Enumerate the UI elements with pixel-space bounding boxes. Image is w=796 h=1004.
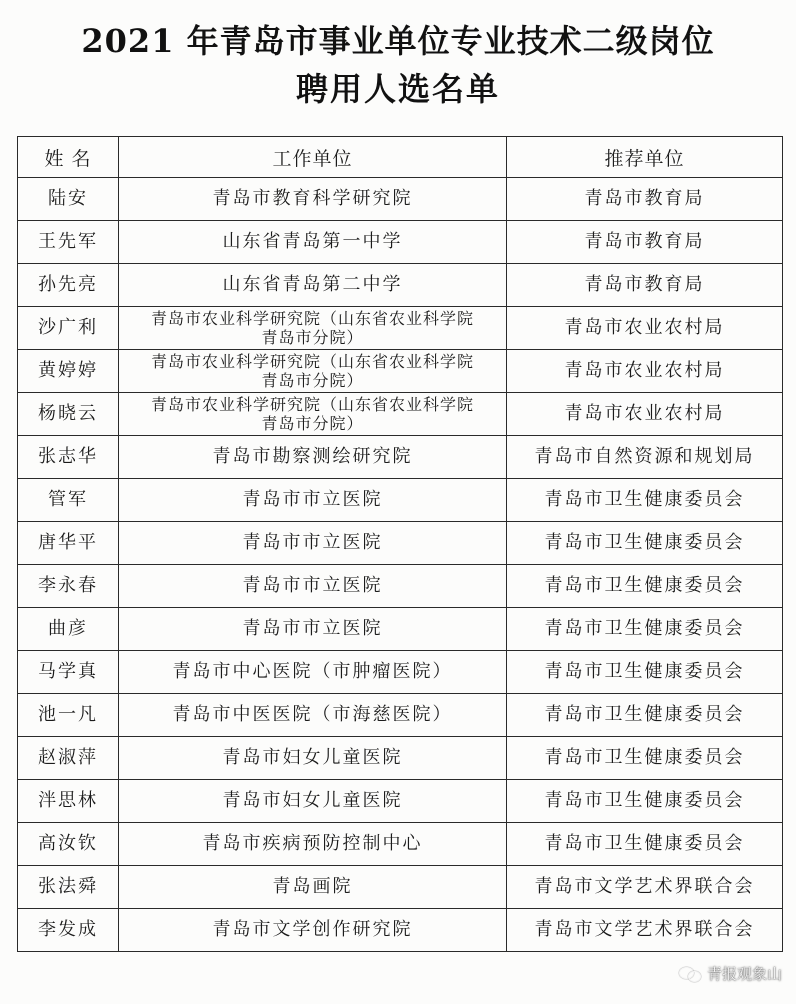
table-row bbox=[18, 221, 783, 264]
wechat-icon bbox=[679, 966, 703, 982]
cell-work-unit-line-2: 青岛市分院） bbox=[261, 371, 364, 390]
header-recommending-unit: 推荐单位 bbox=[507, 137, 783, 178]
cell-recommending-unit: 青岛市教育局 bbox=[507, 221, 783, 264]
cell-work-unit bbox=[119, 393, 507, 436]
table-row bbox=[18, 737, 783, 780]
table-row bbox=[18, 178, 783, 221]
cell-work-unit: 青岛市妇女儿童医院 bbox=[119, 780, 507, 823]
table-row bbox=[18, 436, 783, 479]
table-row bbox=[18, 264, 783, 307]
document-title-line-2: 聘用人选名单 bbox=[295, 70, 500, 108]
cell-work-unit: 青岛市市立医院 bbox=[119, 608, 507, 651]
table-row bbox=[18, 909, 783, 952]
table-row bbox=[18, 823, 783, 866]
cell-name: 泮思林 bbox=[18, 780, 119, 823]
watermark-text: 青报观象山 bbox=[706, 965, 782, 983]
cell-recommending-unit: 青岛市卫生健康委员会 bbox=[507, 522, 783, 565]
cell-work-unit: 青岛市教育科学研究院 bbox=[119, 178, 507, 221]
cell-recommending-unit: 青岛市卫生健康委员会 bbox=[507, 780, 783, 823]
cell-recommending-unit: 青岛市卫生健康委员会 bbox=[507, 694, 783, 737]
cell-work-unit-line-1: 青岛市农业科学研究院（山东省农业科学院 bbox=[150, 309, 474, 328]
cell-name: 李永春 bbox=[18, 565, 119, 608]
table-row bbox=[18, 393, 783, 436]
cell-recommending-unit: 青岛市农业农村局 bbox=[507, 393, 783, 436]
cell-name: 管军 bbox=[18, 479, 119, 522]
cell-work-unit: 青岛市中心医院（市肿瘤医院） bbox=[119, 651, 507, 694]
cell-work-unit-line-1: 青岛市农业科学研究院（山东省农业科学院 bbox=[150, 395, 474, 414]
cell-name: 沙广利 bbox=[18, 307, 119, 350]
header-work-unit: 工作单位 bbox=[119, 137, 507, 178]
header-name: 姓 名 bbox=[18, 137, 119, 178]
table-row bbox=[18, 479, 783, 522]
cell-name: 黄婷婷 bbox=[18, 350, 119, 393]
table-row bbox=[18, 694, 783, 737]
cell-work-unit bbox=[119, 307, 507, 350]
table-row bbox=[18, 608, 783, 651]
cell-work-unit: 青岛市妇女儿童医院 bbox=[119, 737, 507, 780]
table-header-row bbox=[18, 137, 783, 178]
watermark bbox=[679, 963, 782, 984]
cell-name: 张志华 bbox=[18, 436, 119, 479]
cell-name: 王先军 bbox=[18, 221, 119, 264]
cell-name: 孙先亮 bbox=[18, 264, 119, 307]
cell-recommending-unit: 青岛市文学艺术界联合会 bbox=[507, 909, 783, 952]
cell-name: 曲彦 bbox=[18, 608, 119, 651]
cell-name: 池一凡 bbox=[18, 694, 119, 737]
cell-work-unit: 青岛市文学创作研究院 bbox=[119, 909, 507, 952]
table-row bbox=[18, 565, 783, 608]
table-row bbox=[18, 780, 783, 823]
cell-recommending-unit: 青岛市卫生健康委员会 bbox=[507, 565, 783, 608]
cell-recommending-unit: 青岛市文学艺术界联合会 bbox=[507, 866, 783, 909]
cell-recommending-unit: 青岛市农业农村局 bbox=[507, 350, 783, 393]
cell-work-unit: 青岛画院 bbox=[119, 866, 507, 909]
cell-name: 高汝钦 bbox=[18, 823, 119, 866]
cell-name: 唐华平 bbox=[18, 522, 119, 565]
cell-name: 陆安 bbox=[18, 178, 119, 221]
cell-name: 赵淑萍 bbox=[18, 737, 119, 780]
table-row bbox=[18, 522, 783, 565]
cell-work-unit: 山东省青岛第一中学 bbox=[119, 221, 507, 264]
cell-recommending-unit: 青岛市卫生健康委员会 bbox=[507, 737, 783, 780]
cell-name: 张法舜 bbox=[18, 866, 119, 909]
cell-recommending-unit: 青岛市教育局 bbox=[507, 264, 783, 307]
cell-work-unit: 青岛市市立医院 bbox=[119, 522, 507, 565]
cell-name: 杨晓云 bbox=[18, 393, 119, 436]
cell-work-unit-line-2: 青岛市分院） bbox=[261, 328, 364, 347]
cell-name: 马学真 bbox=[18, 651, 119, 694]
cell-work-unit: 青岛市勘察测绘研究院 bbox=[119, 436, 507, 479]
appointee-table bbox=[17, 136, 783, 952]
cell-work-unit-line-2: 青岛市分院） bbox=[261, 414, 364, 433]
cell-work-unit-line-1: 青岛市农业科学研究院（山东省农业科学院 bbox=[150, 352, 474, 371]
table-row bbox=[18, 307, 783, 350]
cell-work-unit bbox=[119, 350, 507, 393]
cell-recommending-unit: 青岛市卫生健康委员会 bbox=[507, 608, 783, 651]
cell-work-unit: 山东省青岛第二中学 bbox=[119, 264, 507, 307]
cell-work-unit: 青岛市市立医院 bbox=[119, 479, 507, 522]
cell-recommending-unit: 青岛市卫生健康委员会 bbox=[507, 651, 783, 694]
cell-work-unit: 青岛市疾病预防控制中心 bbox=[119, 823, 507, 866]
cell-recommending-unit: 青岛市卫生健康委员会 bbox=[507, 479, 783, 522]
cell-work-unit: 青岛市市立医院 bbox=[119, 565, 507, 608]
cell-recommending-unit: 青岛市教育局 bbox=[507, 178, 783, 221]
table-row bbox=[18, 866, 783, 909]
cell-recommending-unit: 青岛市卫生健康委员会 bbox=[507, 823, 783, 866]
document-title-line-1: 2021 年青岛市事业单位专业技术二级岗位 bbox=[81, 22, 715, 60]
cell-name: 李发成 bbox=[18, 909, 119, 952]
cell-recommending-unit: 青岛市自然资源和规划局 bbox=[507, 436, 783, 479]
cell-recommending-unit: 青岛市农业农村局 bbox=[507, 307, 783, 350]
table-row bbox=[18, 350, 783, 393]
table-row bbox=[18, 651, 783, 694]
cell-work-unit: 青岛市中医医院（市海慈医院） bbox=[119, 694, 507, 737]
